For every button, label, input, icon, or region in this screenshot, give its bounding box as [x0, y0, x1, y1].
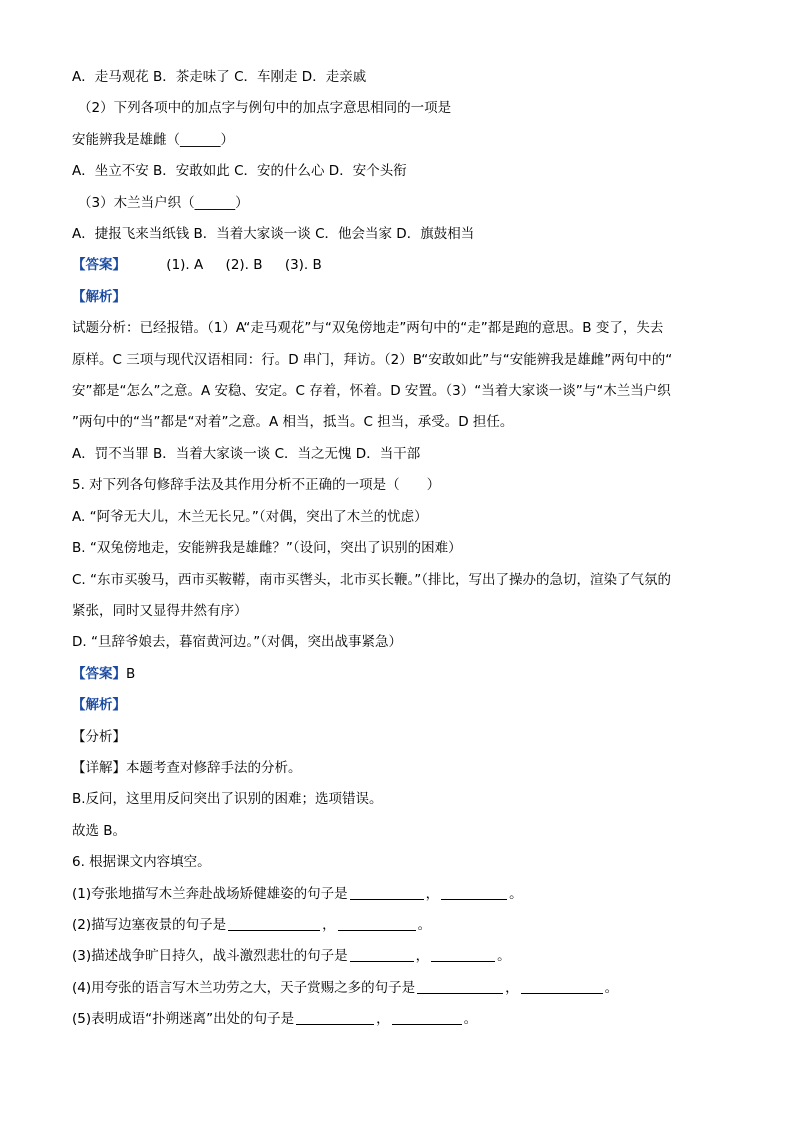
- detail-text: 本题考查对修辞手法的分析。: [126, 759, 302, 776]
- q4-p3-prompt: （3）木兰当户织（______）: [78, 194, 249, 211]
- fenxi-tag: 【分析】: [72, 728, 126, 745]
- answer-value: B: [126, 665, 136, 682]
- q4-p2-example: 安能辨我是雄雌（______）: [72, 131, 234, 148]
- analysis-tag: 【解析】: [72, 697, 126, 714]
- q6-item-end: 。: [417, 916, 432, 933]
- q6-item-4: [72, 973, 732, 1004]
- analysis-tag: 【解析】: [72, 288, 126, 305]
- fill-blank: [431, 947, 495, 962]
- q6-item-sep: ，: [415, 948, 430, 965]
- q6-item-text: (5)表明成语“扑朔迷离”出处的句子是: [72, 1011, 295, 1028]
- q6-item-text: (1)夸张地描写木兰奔赴战场矫健雄姿的句子是: [72, 885, 348, 902]
- q6-item-sep: ，: [505, 979, 519, 996]
- q6-item-text: (3)描述战争旷日持久，战斗激烈悲壮的句子是: [72, 948, 348, 965]
- q6-prompt: 6. 根据课文内容填空。: [72, 854, 211, 871]
- fill-blank: [350, 947, 414, 962]
- q5-fenxi-row: [72, 722, 732, 753]
- fill-blank: [350, 885, 424, 900]
- q5-analysis-row: [72, 690, 732, 721]
- q6-item-2: [72, 910, 732, 941]
- q4-answer-row: [72, 250, 732, 281]
- q6-item-end: 。: [509, 885, 523, 902]
- q5-detail-row: [72, 753, 732, 784]
- q6-item-3: [72, 941, 732, 972]
- q6-item-1: [72, 879, 732, 910]
- q4-p1-options: A．走马观花 B．茶走味了 C．车刚走 D．走亲戚: [72, 69, 367, 85]
- fill-blank: [441, 885, 507, 900]
- fill-blank: [338, 916, 416, 931]
- fill-blank: [521, 979, 603, 994]
- answer-2: (2). B: [225, 257, 263, 274]
- q4-analysis-line-4: ”两句中的“当”都是“对着”之意。A 相当，抵当。C 担当，承受。D 担任。: [72, 414, 514, 431]
- fill-blank: [417, 979, 503, 994]
- detail-tag: 【详解】: [72, 759, 126, 776]
- fill-blank: [296, 1010, 374, 1025]
- q6-item-end: 。: [497, 948, 511, 965]
- q5-option-c-line-1: C. “东市买骏马，西市买鞍鞯，南市买辔头，北市买长鞭。”（排比，写出了操办的急切，渲染了气氛的: [72, 571, 671, 588]
- q6-item-text: (4)用夸张的语言写木兰功劳之大，天子赏赐之多的句子是: [72, 979, 416, 996]
- q6-item-sep: ，: [425, 885, 440, 902]
- q4-analysis-line-3: 安”都是“怎么”之意。A 安稳、安定。C 存着，怀着。D 安置。（3）“当着大家谈一谈”与“木兰当户织: [72, 383, 671, 400]
- q5-detail-line-3: 故选 B。: [72, 822, 127, 839]
- q5-option-d: D. “旦辞爷娘去，暮宿黄河边。”（对偶，突出战事紧急）: [72, 634, 402, 651]
- q5-prompt: 5. 对下列各句修辞手法及其作用分析不正确的一项是（ ）: [72, 477, 441, 494]
- fill-blank: [228, 916, 320, 931]
- answer-1: (1). A: [166, 257, 204, 274]
- q4-extra-options: A．罚不当罪 B．当着大家谈一谈 C．当之无愧 D．当干部: [72, 445, 421, 462]
- q6-item-text: (2)描写边塞夜景的句子是: [72, 916, 227, 933]
- q4-analysis-row: [72, 282, 732, 313]
- q4-analysis-line-2: 原样。C 三项与现代汉语相同：行。D 串门，拜访。（2）B“安敢如此”与“安能辨我是雄雌”两句中的“: [72, 351, 673, 368]
- q4-p2-options: A．坐立不安 B．安敢如此 C．安的什么心 D．安个头衔: [72, 163, 407, 180]
- q4-analysis-line-1: 试题分析：已经报错。（1）A“走马观花”与“双兔傍地走”两句中的“走”都是跑的意思。B 变了，失去: [72, 320, 664, 337]
- q4-p2-prompt: （2）下列各项中的加点字与例句中的加点字意思相同的一项是: [78, 100, 452, 117]
- q5-detail-line-2: B.反问，这里用反问突出了识别的困难；选项错误。: [72, 791, 383, 808]
- answer-tag: 【答案】: [72, 665, 126, 682]
- q5-option-a: A. “阿爷无大儿，木兰无长兄。”（对偶，突出了木兰的忧虑）: [72, 508, 428, 525]
- q5-answer-row: [72, 659, 732, 690]
- document-page: [72, 62, 732, 1036]
- answer-tag: 【答案】: [72, 257, 126, 274]
- q6-item-sep: ，: [322, 916, 336, 933]
- q6-item-5: [72, 1004, 732, 1035]
- q6-item-sep: ，: [376, 1011, 390, 1028]
- fill-blank: [392, 1010, 462, 1025]
- q5-option-c-line-2: 紧张，同时又显得井然有序）: [72, 602, 248, 619]
- q4-p3-options: A．捷报飞来当纸钱 B．当着大家谈一谈 C．他会当家 D．旗鼓相当: [72, 226, 475, 243]
- q6-item-end: 。: [604, 979, 619, 996]
- q5-option-b: B. “双兔傍地走，安能辨我是雄雌？”（设问，突出了识别的困难）: [72, 540, 462, 557]
- answer-3: (3). B: [284, 257, 322, 274]
- q6-item-end: 。: [463, 1011, 478, 1028]
